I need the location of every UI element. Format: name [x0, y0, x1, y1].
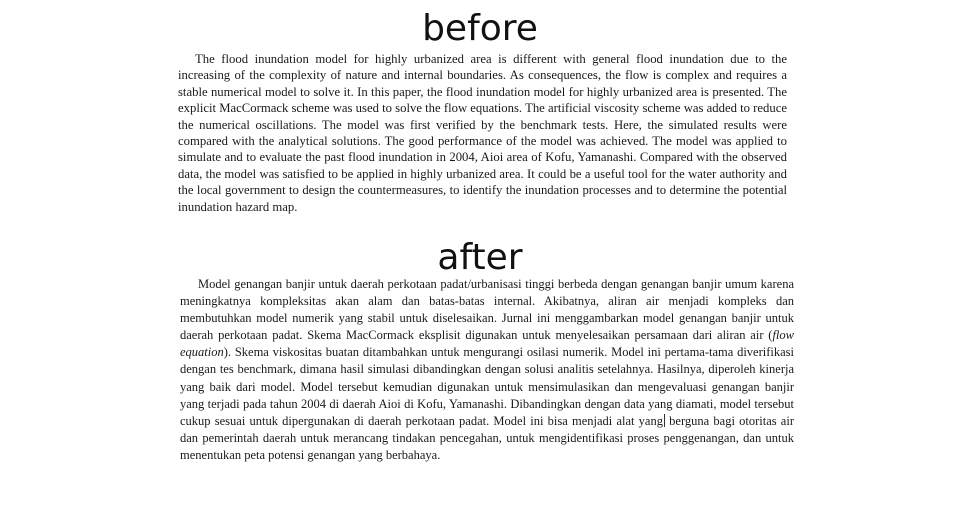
after-heading: after — [437, 237, 523, 278]
abstract-text-part-1: Model genangan banjir untuk daerah perkotaan padat/urbanisasi tinggi berbeda dengan genangan banjir umum karena meningkatnya kompleksitas akan alam dan batas-batas internal. Akibatnya, aliran air menjadi kompleks dan membutuhkan model numerik yang stabil untuk diselesaikan. Jurnal ini menggambarkan model genangan banjir untuk daerah perkotaan padat. Skema MacCormack eksplisit digunakan untuk menyelesaikan persamaan dari aliran air ( — [180, 277, 794, 343]
before-heading: before — [422, 8, 538, 49]
abstract-text-part-3: berguna bagi otoritas air dan pemerintah daerah untuk merancang tindakan pencegahan, untuk mengidentifikasi proses penggenangan, dan untuk menentukan peta potensi genangan yang berbahaya. — [180, 413, 794, 462]
abstract-text-part-2: ). Skema viskositas buatan ditambahkan untuk mengurangi osilasi numerik. Model ini pertama-tama diverifikasi dengan tes benchmark, dimana hasil simulasi dibandingkan dengan solusi analitis setelahnya. Hasilnya, diperoleh kinerja yang baik dari model. Model tersebut kemudian digunakan untuk mensimulasikan dan mengevaluasi genangan banjir yang terjadi pada tahun 2004 di daerah Aioi di Kofu, Yamanashi. Dibandingkan dengan data yang diamati, model tersebut cukup sesuai untuk dipergunakan di daerah perkotaan padat. Model ini bisa menjadi alat yang — [180, 345, 794, 428]
english-abstract-paragraph: The flood inundation model for highly urbanized area is different with general flood inundation due to the increasing of the complexity of nature and internal boundaries. As consequences, the flow is complex and requires a stable numerical model to solve it. In this paper, the flood inundation model for highly urbanized area is presented. The explicit MacCormack scheme was used to solve the flow equations. The artificial viscosity scheme was added to reduce the numerical oscillations. The model was first verified by the benchmark tests. Here, the simulated results were compared with the analytical solutions. The good performance of the model was achieved. The model was applied to simulate and to evaluate the past flood inundation in 2004, Aioi area of Kofu, Yamanashi. Compared with the observed data, the model was satisfied to be applied in highly urbanized area. It could be a useful tool for the water authority and the local government to design the countermeasures, to identify the inundation processes and to determine the potential inundation hazard map. — [178, 52, 787, 214]
indonesian-abstract-paragraph — [180, 276, 794, 464]
abstract-italic-term: flow equation — [180, 328, 794, 360]
